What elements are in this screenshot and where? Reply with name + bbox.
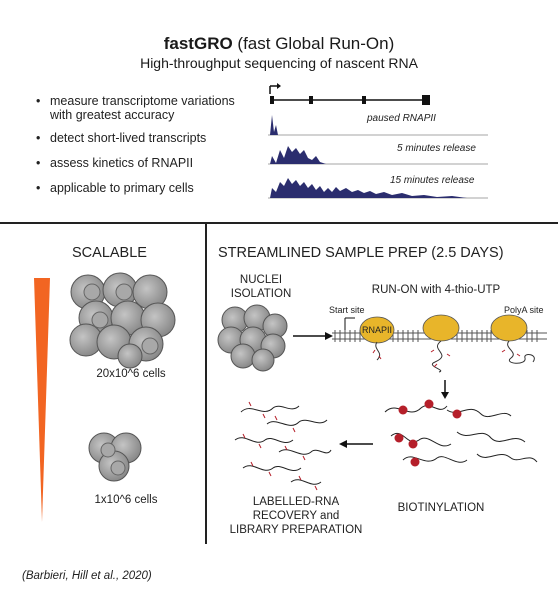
page-title: fastGRO (fast Global Run-On) [163,34,395,53]
polya-site-label: PolyA site [504,305,544,315]
bullet-item: • applicable to primary cells [36,181,194,195]
start-site-label: Start site [329,305,365,315]
biotin-dots [395,400,462,467]
scale-triangle [34,278,50,522]
citation: (Barbieri, Hill et al., 2020) [22,570,152,582]
track-label: paused RNAPII [367,113,436,124]
label-marks [243,402,317,490]
section-divider [0,222,558,224]
biotinylation-label: BIOTINYLATION [397,502,485,514]
prep-diagram [207,292,555,512]
runon-label: RUN-ON with 4-thio-UTP [371,284,501,296]
small-cell-cluster [89,433,141,481]
track-label: 5 minutes release [397,143,476,154]
arrow-to-biotin [441,380,449,399]
rnapii-polymerase [423,315,459,341]
large-cell-cluster [70,273,175,368]
scalable-heading: SCALABLE [72,245,147,261]
bullet-item: • assess kinetics of RNAPII [36,156,194,170]
nuclei-cluster [218,305,287,371]
recovered-rna [235,406,331,484]
large-cells-label: 20x10^6 cells [96,368,166,380]
start-site-arrow [345,318,355,330]
track-label: 15 minutes release [390,175,475,186]
page-subtitle: High-throughput sequencing of nascent RNA [140,55,418,71]
rnapii-polymerase [491,315,527,341]
arrow-to-runon [293,332,333,340]
nuclei-label: NUCLEI ISOLATION [230,274,292,300]
thio-uridine-marks [373,350,520,367]
arrow-to-recovery [339,440,373,448]
genome-tracks [262,80,522,205]
rnapii-label: RNAPII [361,325,393,335]
gene-model [270,83,430,105]
nascent-rna [376,341,535,372]
prep-heading: STREAMLINED SAMPLE PREP (2.5 DAYS) [218,245,504,261]
recovery-label: LABELLED-RNA RECOVERY and LIBRARY PREPARATION [229,496,363,536]
bullet-item: • measure transcriptome variations with greatest accuracy [36,94,235,122]
scalable-panel [0,270,205,530]
small-cells-label: 1x10^6 cells [94,494,158,506]
bullet-item: • detect short-lived transcripts [36,131,207,145]
